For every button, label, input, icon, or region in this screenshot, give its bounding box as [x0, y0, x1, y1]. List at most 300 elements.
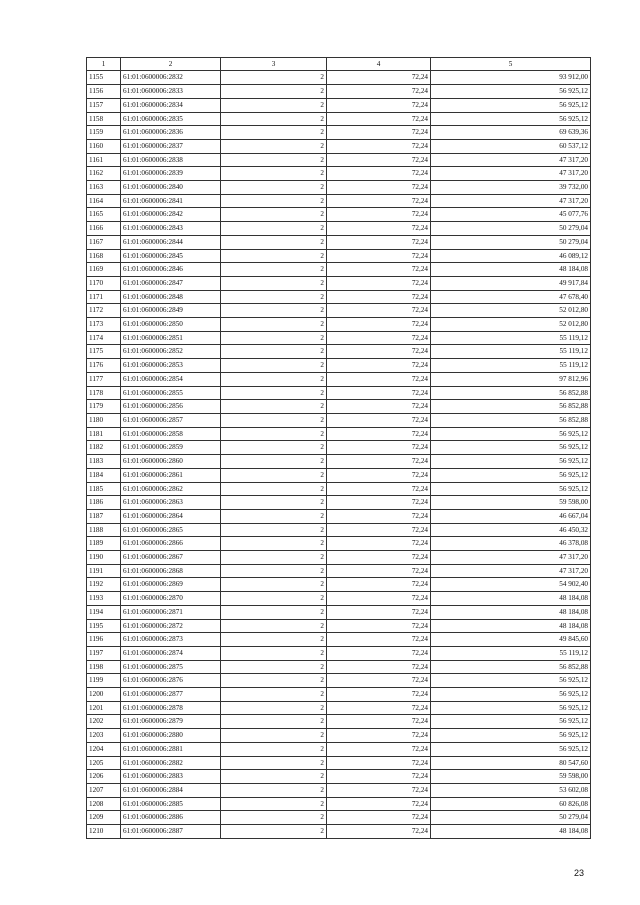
table-cell-col-3: 2 [221, 400, 327, 414]
table-cell-col-4: 72,24 [327, 112, 431, 126]
page-number: 23 [573, 868, 584, 878]
table-cell-col-4: 72,24 [327, 249, 431, 263]
table-cell-col-5: 56 925,12 [431, 729, 591, 743]
table-cell-col-3: 2 [221, 194, 327, 208]
table-cell-col-2: 61:01:0600006:2858 [121, 427, 221, 441]
table-row [87, 729, 591, 743]
table-cell-col-3: 2 [221, 701, 327, 715]
column-header-1: 1 [87, 58, 121, 71]
table-cell-col-5: 56 925,12 [431, 742, 591, 756]
table-cell-col-3: 2 [221, 674, 327, 688]
table-cell-col-2: 61:01:0600006:2843 [121, 222, 221, 236]
table-cell-col-1: 1166 [87, 222, 121, 236]
table-cell-col-5: 56 925,12 [431, 427, 591, 441]
table-cell-col-4: 72,24 [327, 674, 431, 688]
table-cell-col-4: 72,24 [327, 222, 431, 236]
table-cell-col-4: 72,24 [327, 496, 431, 510]
table-cell-col-2: 61:01:0600006:2834 [121, 98, 221, 112]
column-header-3: 3 [221, 58, 327, 71]
table-cell-col-2: 61:01:0600006:2859 [121, 441, 221, 455]
table-cell-col-4: 72,24 [327, 413, 431, 427]
table-cell-col-3: 2 [221, 413, 327, 427]
table-cell-col-1: 1157 [87, 98, 121, 112]
column-header-5: 5 [431, 58, 591, 71]
table-cell-col-2: 61:01:0600006:2837 [121, 139, 221, 153]
table-cell-col-1: 1192 [87, 578, 121, 592]
table-cell-col-1: 1201 [87, 701, 121, 715]
table-row [87, 496, 591, 510]
table-cell-col-2: 61:01:0600006:2880 [121, 729, 221, 743]
table-cell-col-4: 72,24 [327, 468, 431, 482]
table-cell-col-2: 61:01:0600006:2846 [121, 263, 221, 277]
table-cell-col-5: 55 119,12 [431, 345, 591, 359]
table-cell-col-2: 61:01:0600006:2863 [121, 496, 221, 510]
table-row [87, 372, 591, 386]
table-cell-col-4: 72,24 [327, 331, 431, 345]
table-cell-col-2: 61:01:0600006:2862 [121, 482, 221, 496]
table-cell-col-3: 2 [221, 468, 327, 482]
table-row [87, 139, 591, 153]
table-cell-col-5: 56 925,12 [431, 688, 591, 702]
table-cell-col-4: 72,24 [327, 633, 431, 647]
table-cell-col-3: 2 [221, 729, 327, 743]
table-row [87, 797, 591, 811]
table-cell-col-3: 2 [221, 688, 327, 702]
table-row [87, 646, 591, 660]
table-cell-col-2: 61:01:0600006:2879 [121, 715, 221, 729]
table-cell-col-4: 72,24 [327, 564, 431, 578]
table-cell-col-4: 72,24 [327, 235, 431, 249]
table-cell-col-4: 72,24 [327, 85, 431, 99]
column-header-2: 2 [121, 58, 221, 71]
table-cell-col-5: 55 119,12 [431, 646, 591, 660]
table-row [87, 98, 591, 112]
table-row [87, 633, 591, 647]
table-cell-col-1: 1193 [87, 592, 121, 606]
table-cell-col-1: 1200 [87, 688, 121, 702]
table-cell-col-2: 61:01:0600006:2866 [121, 537, 221, 551]
table-cell-col-3: 2 [221, 372, 327, 386]
table-cell-col-2: 61:01:0600006:2845 [121, 249, 221, 263]
table-cell-col-5: 54 902,40 [431, 578, 591, 592]
table-cell-col-1: 1194 [87, 605, 121, 619]
table-cell-col-3: 2 [221, 564, 327, 578]
table-cell-col-1: 1182 [87, 441, 121, 455]
table-cell-col-3: 2 [221, 167, 327, 181]
table-cell-col-1: 1169 [87, 263, 121, 277]
table-cell-col-5: 48 184,08 [431, 592, 591, 606]
table-cell-col-4: 72,24 [327, 482, 431, 496]
table-cell-col-2: 61:01:0600006:2852 [121, 345, 221, 359]
table-cell-col-5: 47 317,20 [431, 167, 591, 181]
table-cell-col-2: 61:01:0600006:2832 [121, 71, 221, 85]
table-cell-col-5: 46 089,12 [431, 249, 591, 263]
table-cell-col-3: 2 [221, 427, 327, 441]
table-cell-col-4: 72,24 [327, 359, 431, 373]
table-cell-col-3: 2 [221, 496, 327, 510]
table-cell-col-2: 61:01:0600006:2877 [121, 688, 221, 702]
table-cell-col-5: 56 925,12 [431, 455, 591, 469]
table-row [87, 359, 591, 373]
table-row [87, 413, 591, 427]
table-cell-col-1: 1199 [87, 674, 121, 688]
table-row [87, 400, 591, 414]
table-cell-col-4: 72,24 [327, 523, 431, 537]
table-cell-col-3: 2 [221, 660, 327, 674]
table-cell-col-5: 59 598,00 [431, 496, 591, 510]
table-cell-col-3: 2 [221, 482, 327, 496]
table-row [87, 276, 591, 290]
table-cell-col-4: 72,24 [327, 619, 431, 633]
table-row [87, 660, 591, 674]
table-row [87, 427, 591, 441]
table-cell-col-2: 61:01:0600006:2847 [121, 276, 221, 290]
table-cell-col-1: 1207 [87, 783, 121, 797]
table-cell-col-5: 47 317,20 [431, 564, 591, 578]
table-cell-col-5: 69 639,36 [431, 126, 591, 140]
table-cell-col-5: 53 602,08 [431, 783, 591, 797]
table-cell-col-4: 72,24 [327, 605, 431, 619]
table-cell-col-2: 61:01:0600006:2872 [121, 619, 221, 633]
table-row [87, 551, 591, 565]
table-cell-col-3: 2 [221, 783, 327, 797]
table-cell-col-2: 61:01:0600006:2850 [121, 318, 221, 332]
table-cell-col-5: 45 077,76 [431, 208, 591, 222]
table-row [87, 783, 591, 797]
table-cell-col-3: 2 [221, 825, 327, 839]
table-row [87, 318, 591, 332]
table-cell-col-2: 61:01:0600006:2838 [121, 153, 221, 167]
table-cell-col-2: 61:01:0600006:2868 [121, 564, 221, 578]
table-cell-col-1: 1161 [87, 153, 121, 167]
table-cell-col-3: 2 [221, 208, 327, 222]
table-row [87, 605, 591, 619]
table-cell-col-5: 48 184,08 [431, 825, 591, 839]
table-cell-col-4: 72,24 [327, 263, 431, 277]
table-row [87, 455, 591, 469]
table-row [87, 71, 591, 85]
table-cell-col-2: 61:01:0600006:2881 [121, 742, 221, 756]
table-cell-col-3: 2 [221, 509, 327, 523]
table-cell-col-5: 56 925,12 [431, 441, 591, 455]
table-cell-col-4: 72,24 [327, 139, 431, 153]
table-row [87, 756, 591, 770]
table-cell-col-5: 48 184,08 [431, 619, 591, 633]
table-cell-col-5: 50 279,04 [431, 235, 591, 249]
table-row [87, 222, 591, 236]
table-cell-col-3: 2 [221, 235, 327, 249]
table-cell-col-1: 1173 [87, 318, 121, 332]
table-cell-col-1: 1159 [87, 126, 121, 140]
table-cell-col-2: 61:01:0600006:2882 [121, 756, 221, 770]
table-cell-col-4: 72,24 [327, 194, 431, 208]
table-cell-col-1: 1210 [87, 825, 121, 839]
table-cell-col-5: 46 378,08 [431, 537, 591, 551]
table-cell-col-1: 1175 [87, 345, 121, 359]
table-cell-col-5: 56 925,12 [431, 715, 591, 729]
table-cell-col-3: 2 [221, 181, 327, 195]
table-row [87, 715, 591, 729]
table-row [87, 674, 591, 688]
table-cell-col-1: 1191 [87, 564, 121, 578]
table-cell-col-4: 72,24 [327, 660, 431, 674]
table-row [87, 482, 591, 496]
table-cell-col-2: 61:01:0600006:2874 [121, 646, 221, 660]
table-cell-col-5: 49 917,84 [431, 276, 591, 290]
table-row [87, 578, 591, 592]
table-cell-col-5: 48 184,08 [431, 263, 591, 277]
table-cell-col-4: 72,24 [327, 181, 431, 195]
table-cell-col-1: 1164 [87, 194, 121, 208]
table-cell-col-3: 2 [221, 646, 327, 660]
table-cell-col-1: 1174 [87, 331, 121, 345]
table-cell-col-2: 61:01:0600006:2854 [121, 372, 221, 386]
table-cell-col-4: 72,24 [327, 701, 431, 715]
table-row [87, 688, 591, 702]
table-row [87, 290, 591, 304]
table-cell-col-2: 61:01:0600006:2883 [121, 770, 221, 784]
table-cell-col-1: 1178 [87, 386, 121, 400]
table-cell-col-1: 1206 [87, 770, 121, 784]
table-cell-col-3: 2 [221, 249, 327, 263]
table-cell-col-1: 1186 [87, 496, 121, 510]
table-cell-col-3: 2 [221, 633, 327, 647]
table-row [87, 441, 591, 455]
table-cell-col-5: 47 678,40 [431, 290, 591, 304]
table-cell-col-1: 1160 [87, 139, 121, 153]
table-cell-col-2: 61:01:0600006:2855 [121, 386, 221, 400]
table-cell-col-1: 1183 [87, 455, 121, 469]
table-cell-col-2: 61:01:0600006:2848 [121, 290, 221, 304]
table-cell-col-2: 61:01:0600006:2876 [121, 674, 221, 688]
table-cell-col-1: 1165 [87, 208, 121, 222]
table-cell-col-3: 2 [221, 592, 327, 606]
table-cell-col-5: 97 812,96 [431, 372, 591, 386]
table-cell-col-1: 1190 [87, 551, 121, 565]
table-cell-col-2: 61:01:0600006:2849 [121, 304, 221, 318]
table-cell-col-1: 1155 [87, 71, 121, 85]
table-cell-col-5: 52 012,80 [431, 318, 591, 332]
table-cell-col-4: 72,24 [327, 811, 431, 825]
table-cell-col-4: 72,24 [327, 208, 431, 222]
table-cell-col-5: 46 450,32 [431, 523, 591, 537]
table-cell-col-1: 1189 [87, 537, 121, 551]
table-cell-col-3: 2 [221, 523, 327, 537]
table-cell-col-4: 72,24 [327, 167, 431, 181]
table-row [87, 85, 591, 99]
table-cell-col-5: 56 852,88 [431, 660, 591, 674]
table-row [87, 825, 591, 839]
table-row [87, 167, 591, 181]
table-cell-col-1: 1156 [87, 85, 121, 99]
table-cell-col-1: 1198 [87, 660, 121, 674]
table-row [87, 235, 591, 249]
table-cell-col-4: 72,24 [327, 797, 431, 811]
table-cell-col-3: 2 [221, 455, 327, 469]
table-cell-col-1: 1181 [87, 427, 121, 441]
table-cell-col-1: 1187 [87, 509, 121, 523]
table-row [87, 304, 591, 318]
table-cell-col-4: 72,24 [327, 126, 431, 140]
table-cell-col-1: 1168 [87, 249, 121, 263]
table-cell-col-3: 2 [221, 537, 327, 551]
table-cell-col-2: 61:01:0600006:2856 [121, 400, 221, 414]
table-cell-col-3: 2 [221, 276, 327, 290]
table-cell-col-2: 61:01:0600006:2869 [121, 578, 221, 592]
table-cell-col-4: 72,24 [327, 304, 431, 318]
table-cell-col-1: 1185 [87, 482, 121, 496]
table-cell-col-5: 60 537,12 [431, 139, 591, 153]
table-cell-col-2: 61:01:0600006:2860 [121, 455, 221, 469]
table-cell-col-5: 80 547,60 [431, 756, 591, 770]
table-cell-col-4: 72,24 [327, 372, 431, 386]
table-cell-col-5: 50 279,04 [431, 222, 591, 236]
table-cell-col-5: 48 184,08 [431, 605, 591, 619]
table-cell-col-1: 1208 [87, 797, 121, 811]
table-cell-col-3: 2 [221, 139, 327, 153]
table-cell-col-4: 72,24 [327, 71, 431, 85]
table-cell-col-2: 61:01:0600006:2867 [121, 551, 221, 565]
table-cell-col-1: 1209 [87, 811, 121, 825]
table-cell-col-3: 2 [221, 126, 327, 140]
table-cell-col-3: 2 [221, 811, 327, 825]
table-cell-col-4: 72,24 [327, 756, 431, 770]
table-cell-col-4: 72,24 [327, 345, 431, 359]
table-row [87, 345, 591, 359]
table-row [87, 701, 591, 715]
table-cell-col-3: 2 [221, 222, 327, 236]
table-cell-col-3: 2 [221, 345, 327, 359]
table-cell-col-2: 61:01:0600006:2885 [121, 797, 221, 811]
table-cell-col-2: 61:01:0600006:2835 [121, 112, 221, 126]
table-cell-col-3: 2 [221, 797, 327, 811]
table-cell-col-5: 56 925,12 [431, 674, 591, 688]
table-cell-col-3: 2 [221, 318, 327, 332]
table-cell-col-2: 61:01:0600006:2853 [121, 359, 221, 373]
table-cell-col-1: 1184 [87, 468, 121, 482]
table-cell-col-5: 56 925,12 [431, 98, 591, 112]
table-cell-col-4: 72,24 [327, 318, 431, 332]
table-cell-col-5: 39 732,00 [431, 181, 591, 195]
table-cell-col-3: 2 [221, 715, 327, 729]
table-cell-col-2: 61:01:0600006:2875 [121, 660, 221, 674]
table-cell-col-4: 72,24 [327, 825, 431, 839]
table-cell-col-1: 1180 [87, 413, 121, 427]
table-cell-col-3: 2 [221, 578, 327, 592]
table-cell-col-5: 47 317,20 [431, 194, 591, 208]
table-cell-col-1: 1195 [87, 619, 121, 633]
table-cell-col-1: 1167 [87, 235, 121, 249]
table-row [87, 153, 591, 167]
table-cell-col-3: 2 [221, 263, 327, 277]
table-cell-col-2: 61:01:0600006:2861 [121, 468, 221, 482]
table-cell-col-4: 72,24 [327, 455, 431, 469]
table-cell-col-3: 2 [221, 770, 327, 784]
table-body [87, 71, 591, 838]
table-cell-col-3: 2 [221, 742, 327, 756]
table-cell-col-1: 1205 [87, 756, 121, 770]
table-cell-col-4: 72,24 [327, 386, 431, 400]
table-cell-col-5: 56 925,12 [431, 85, 591, 99]
table-cell-col-3: 2 [221, 153, 327, 167]
table-row [87, 592, 591, 606]
table-cell-col-3: 2 [221, 112, 327, 126]
table-row [87, 263, 591, 277]
table-cell-col-4: 72,24 [327, 578, 431, 592]
table-cell-col-2: 61:01:0600006:2878 [121, 701, 221, 715]
table-cell-col-1: 1162 [87, 167, 121, 181]
table-cell-col-1: 1172 [87, 304, 121, 318]
table-row [87, 386, 591, 400]
table-row [87, 523, 591, 537]
table-row [87, 564, 591, 578]
table-cell-col-4: 72,24 [327, 537, 431, 551]
table-cell-col-2: 61:01:0600006:2842 [121, 208, 221, 222]
table-cell-col-5: 60 826,08 [431, 797, 591, 811]
table-cell-col-2: 61:01:0600006:2857 [121, 413, 221, 427]
table-cell-col-5: 55 119,12 [431, 331, 591, 345]
table-cell-col-2: 61:01:0600006:2864 [121, 509, 221, 523]
table-row [87, 126, 591, 140]
table-cell-col-3: 2 [221, 85, 327, 99]
table-cell-col-4: 72,24 [327, 688, 431, 702]
table-cell-col-5: 56 852,88 [431, 386, 591, 400]
table-cell-col-4: 72,24 [327, 646, 431, 660]
table-cell-col-1: 1203 [87, 729, 121, 743]
table-row [87, 181, 591, 195]
table-cell-col-3: 2 [221, 619, 327, 633]
table-header-row [87, 58, 591, 71]
table-cell-col-5: 56 925,12 [431, 112, 591, 126]
table-cell-col-5: 49 845,60 [431, 633, 591, 647]
table-cell-col-5: 93 912,00 [431, 71, 591, 85]
table-cell-col-3: 2 [221, 359, 327, 373]
table-cell-col-2: 61:01:0600006:2870 [121, 592, 221, 606]
table-cell-col-3: 2 [221, 386, 327, 400]
table-cell-col-3: 2 [221, 290, 327, 304]
table-cell-col-3: 2 [221, 331, 327, 345]
table-cell-col-4: 72,24 [327, 551, 431, 565]
table-cell-col-2: 61:01:0600006:2840 [121, 181, 221, 195]
table-row [87, 194, 591, 208]
table-cell-col-3: 2 [221, 71, 327, 85]
table-cell-col-1: 1170 [87, 276, 121, 290]
table-row [87, 811, 591, 825]
table-cell-col-1: 1202 [87, 715, 121, 729]
table-cell-col-3: 2 [221, 605, 327, 619]
table-cell-col-1: 1196 [87, 633, 121, 647]
table-cell-col-4: 72,24 [327, 98, 431, 112]
table-cell-col-2: 61:01:0600006:2873 [121, 633, 221, 647]
table-cell-col-5: 55 119,12 [431, 359, 591, 373]
table-row [87, 509, 591, 523]
table-cell-col-5: 47 317,20 [431, 551, 591, 565]
table-cell-col-1: 1171 [87, 290, 121, 304]
table-cell-col-4: 72,24 [327, 783, 431, 797]
table-cell-col-2: 61:01:0600006:2839 [121, 167, 221, 181]
table-cell-col-5: 47 317,20 [431, 153, 591, 167]
table-cell-col-5: 46 667,04 [431, 509, 591, 523]
table-cell-col-4: 72,24 [327, 153, 431, 167]
table-cell-col-3: 2 [221, 551, 327, 565]
table-row [87, 112, 591, 126]
table-cell-col-4: 72,24 [327, 509, 431, 523]
table-cell-col-4: 72,24 [327, 276, 431, 290]
table-cell-col-5: 56 925,12 [431, 482, 591, 496]
table-cell-col-4: 72,24 [327, 729, 431, 743]
table-cell-col-3: 2 [221, 756, 327, 770]
table-cell-col-4: 72,24 [327, 742, 431, 756]
